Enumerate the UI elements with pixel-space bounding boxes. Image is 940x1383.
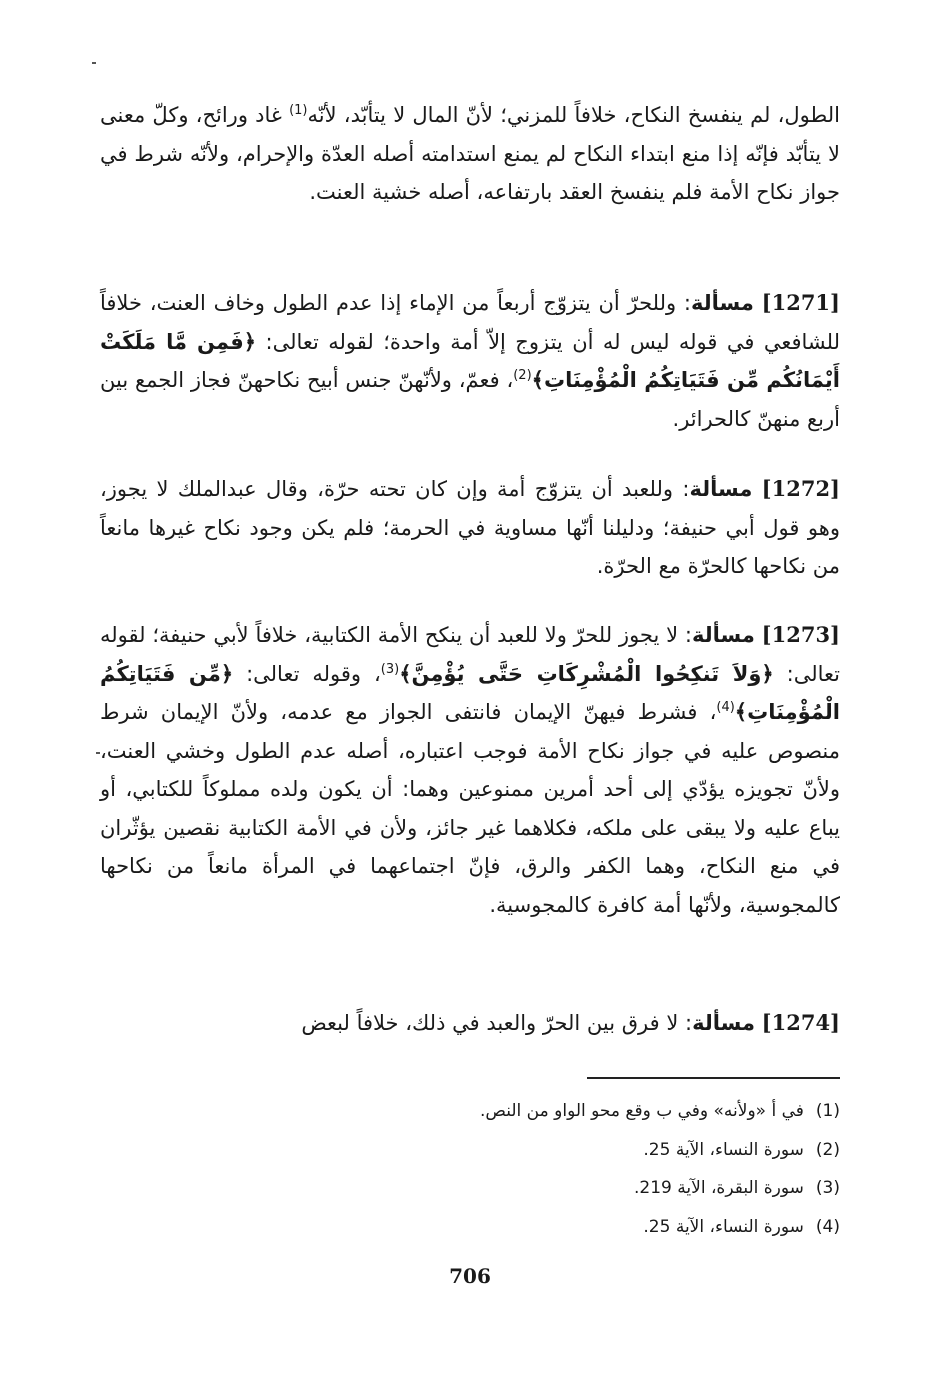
footnote-number: (3) [815, 1178, 840, 1198]
scan-speck [92, 62, 96, 64]
footnotes [240, 1092, 840, 1246]
issue-number: [1273] [761, 622, 840, 647]
footnote-number: (2) [815, 1139, 840, 1160]
issue-number: [1272] [761, 476, 840, 501]
issue-1274 [100, 1004, 840, 1043]
issue-keyword: مسألة [689, 477, 753, 501]
footnote-ref[interactable]: (3) [380, 661, 400, 677]
paragraph-continuation [100, 96, 840, 212]
footnote-divider [587, 1077, 840, 1079]
footnote-text: في أ «ولأنه» وفي ب وقع محو الواو من النص. [480, 1101, 804, 1121]
quran-verse: ﴿مِّن فَتَيَاتِكُمُ الْمُؤْمِنَاتِ﴾ [100, 661, 840, 724]
quran-verse: ﴿فَمِن مَّا مَلَكَتْ أَيْمَانُكُم مِّن فَتَيَاتِكُمُ الْمُؤْمِنَاتِ﴾ [100, 329, 840, 392]
quran-verse: ﴿وَلاَ تَنكِحُوا الْمُشْرِكَاتِ حَتَّى يُؤْمِنَّ﴾ [399, 661, 774, 686]
paragraph-text: الطول، لم ينفسخ النكاح، خلافاً للمزني؛ لأنّ المال لا يتأبّد، لأنّه [307, 103, 840, 127]
issue-1273 [100, 616, 840, 924]
issue-1271 [100, 284, 840, 438]
paragraph-text: ، وقوله تعالى: [233, 661, 381, 686]
issue-keyword: مسألة [691, 623, 755, 647]
paragraph-text: غاد ورائح، وكلّ معنى لا يتأبّد فإنّه إذا منع ابتداء النكاح لم يمنع استدامته أصله العدّة والإحرام، ولأنّه شرط في جواز نكاح الأمة فلم ينفسخ العقد بارتفاعه، أصله خشية العنت. [100, 103, 840, 204]
footnote-text: سورة النساء، الآية 25. [643, 1139, 804, 1160]
issue-number: [1274] [761, 1010, 840, 1035]
issue-number: [1271] [761, 290, 840, 315]
issue-keyword: مسألة [692, 1011, 755, 1035]
footnote-item [240, 1169, 840, 1208]
footnote-item [240, 1092, 840, 1131]
paragraph-text: ، فعمّ، ولأنّهنّ جنس أبيح نكاحهنّ فجاز الجمع بين أربع منهنّ كالحرائر. [100, 368, 840, 431]
paragraph-text: : لا يجوز للحرّ ولا للعبد أن ينكح الأمة الكتابية، خلافاً لأبي حنيفة؛ لقوله تعالى: [100, 623, 840, 686]
paragraph-text: : وللحرّ أن يتزوّج أربعاً من الإماء إذا عدم الطول وخاف العنت، خلافاً للشافعي في قوله ليس له أن يتزوج إلاّ أمة واحدة؛ لقوله تعالى: [100, 291, 840, 354]
paragraph-text: ، فشرط فيهنّ الإيمان فانتفى الجواز مع عدمه، ولأنّ الإيمان شرط منصوص عليه في جواز نكاح الأمة فوجب اعتباره، أصله عدم الطول وخشي العنت، ولأنّ تجويزه يؤدّي إلى أحد أمرين ممنوعين وهما: أن يكون ولده مملوكاً للكتابي، أو يباع عليه ولا يبقى على ملكه، فكلاهما غير جائز، ولأن في الأمة الكتابية نقصين يؤثّران في منع النكاح، وهما الكفر والرق، فإنّ اجتماعهما في المرأة مانعاً من نكاحها كالمجوسية، ولأنّها أمة كافرة كالمجوسية. [100, 700, 840, 917]
page-number: 706 [449, 1264, 491, 1288]
footnote-text: سورة النساء، الآية 25. [643, 1216, 804, 1237]
footnote-number: (4) [815, 1216, 840, 1237]
footnote-item [240, 1131, 840, 1170]
paragraph-text: : وللعبد أن يتزوّج أمة وإن كان تحته حرّة، وقال عبدالملك لا يجوز، وهو قول أبي حنيفة؛ ودليلنا أنّها مساوية في الحرمة؛ فلم يكن وجود نكاح غيرها مانعاً من نكاحها كالحرّة مع الحرّة. [100, 477, 840, 578]
issue-keyword: مسألة [691, 291, 754, 315]
footnote-item [240, 1208, 840, 1247]
issue-1272 [100, 470, 840, 586]
paragraph-text: : لا فرق بين الحرّ والعبد في ذلك، خلافاً لبعض [301, 1011, 693, 1035]
footnote-ref[interactable]: (1) [289, 103, 308, 118]
footnote-ref[interactable]: (2) [513, 368, 532, 383]
footnote-ref[interactable]: (4) [716, 700, 735, 715]
footnote-number: (1) [815, 1101, 840, 1121]
scan-speck [96, 752, 100, 754]
footnote-text: سورة البقرة، الآية 219. [634, 1178, 804, 1198]
